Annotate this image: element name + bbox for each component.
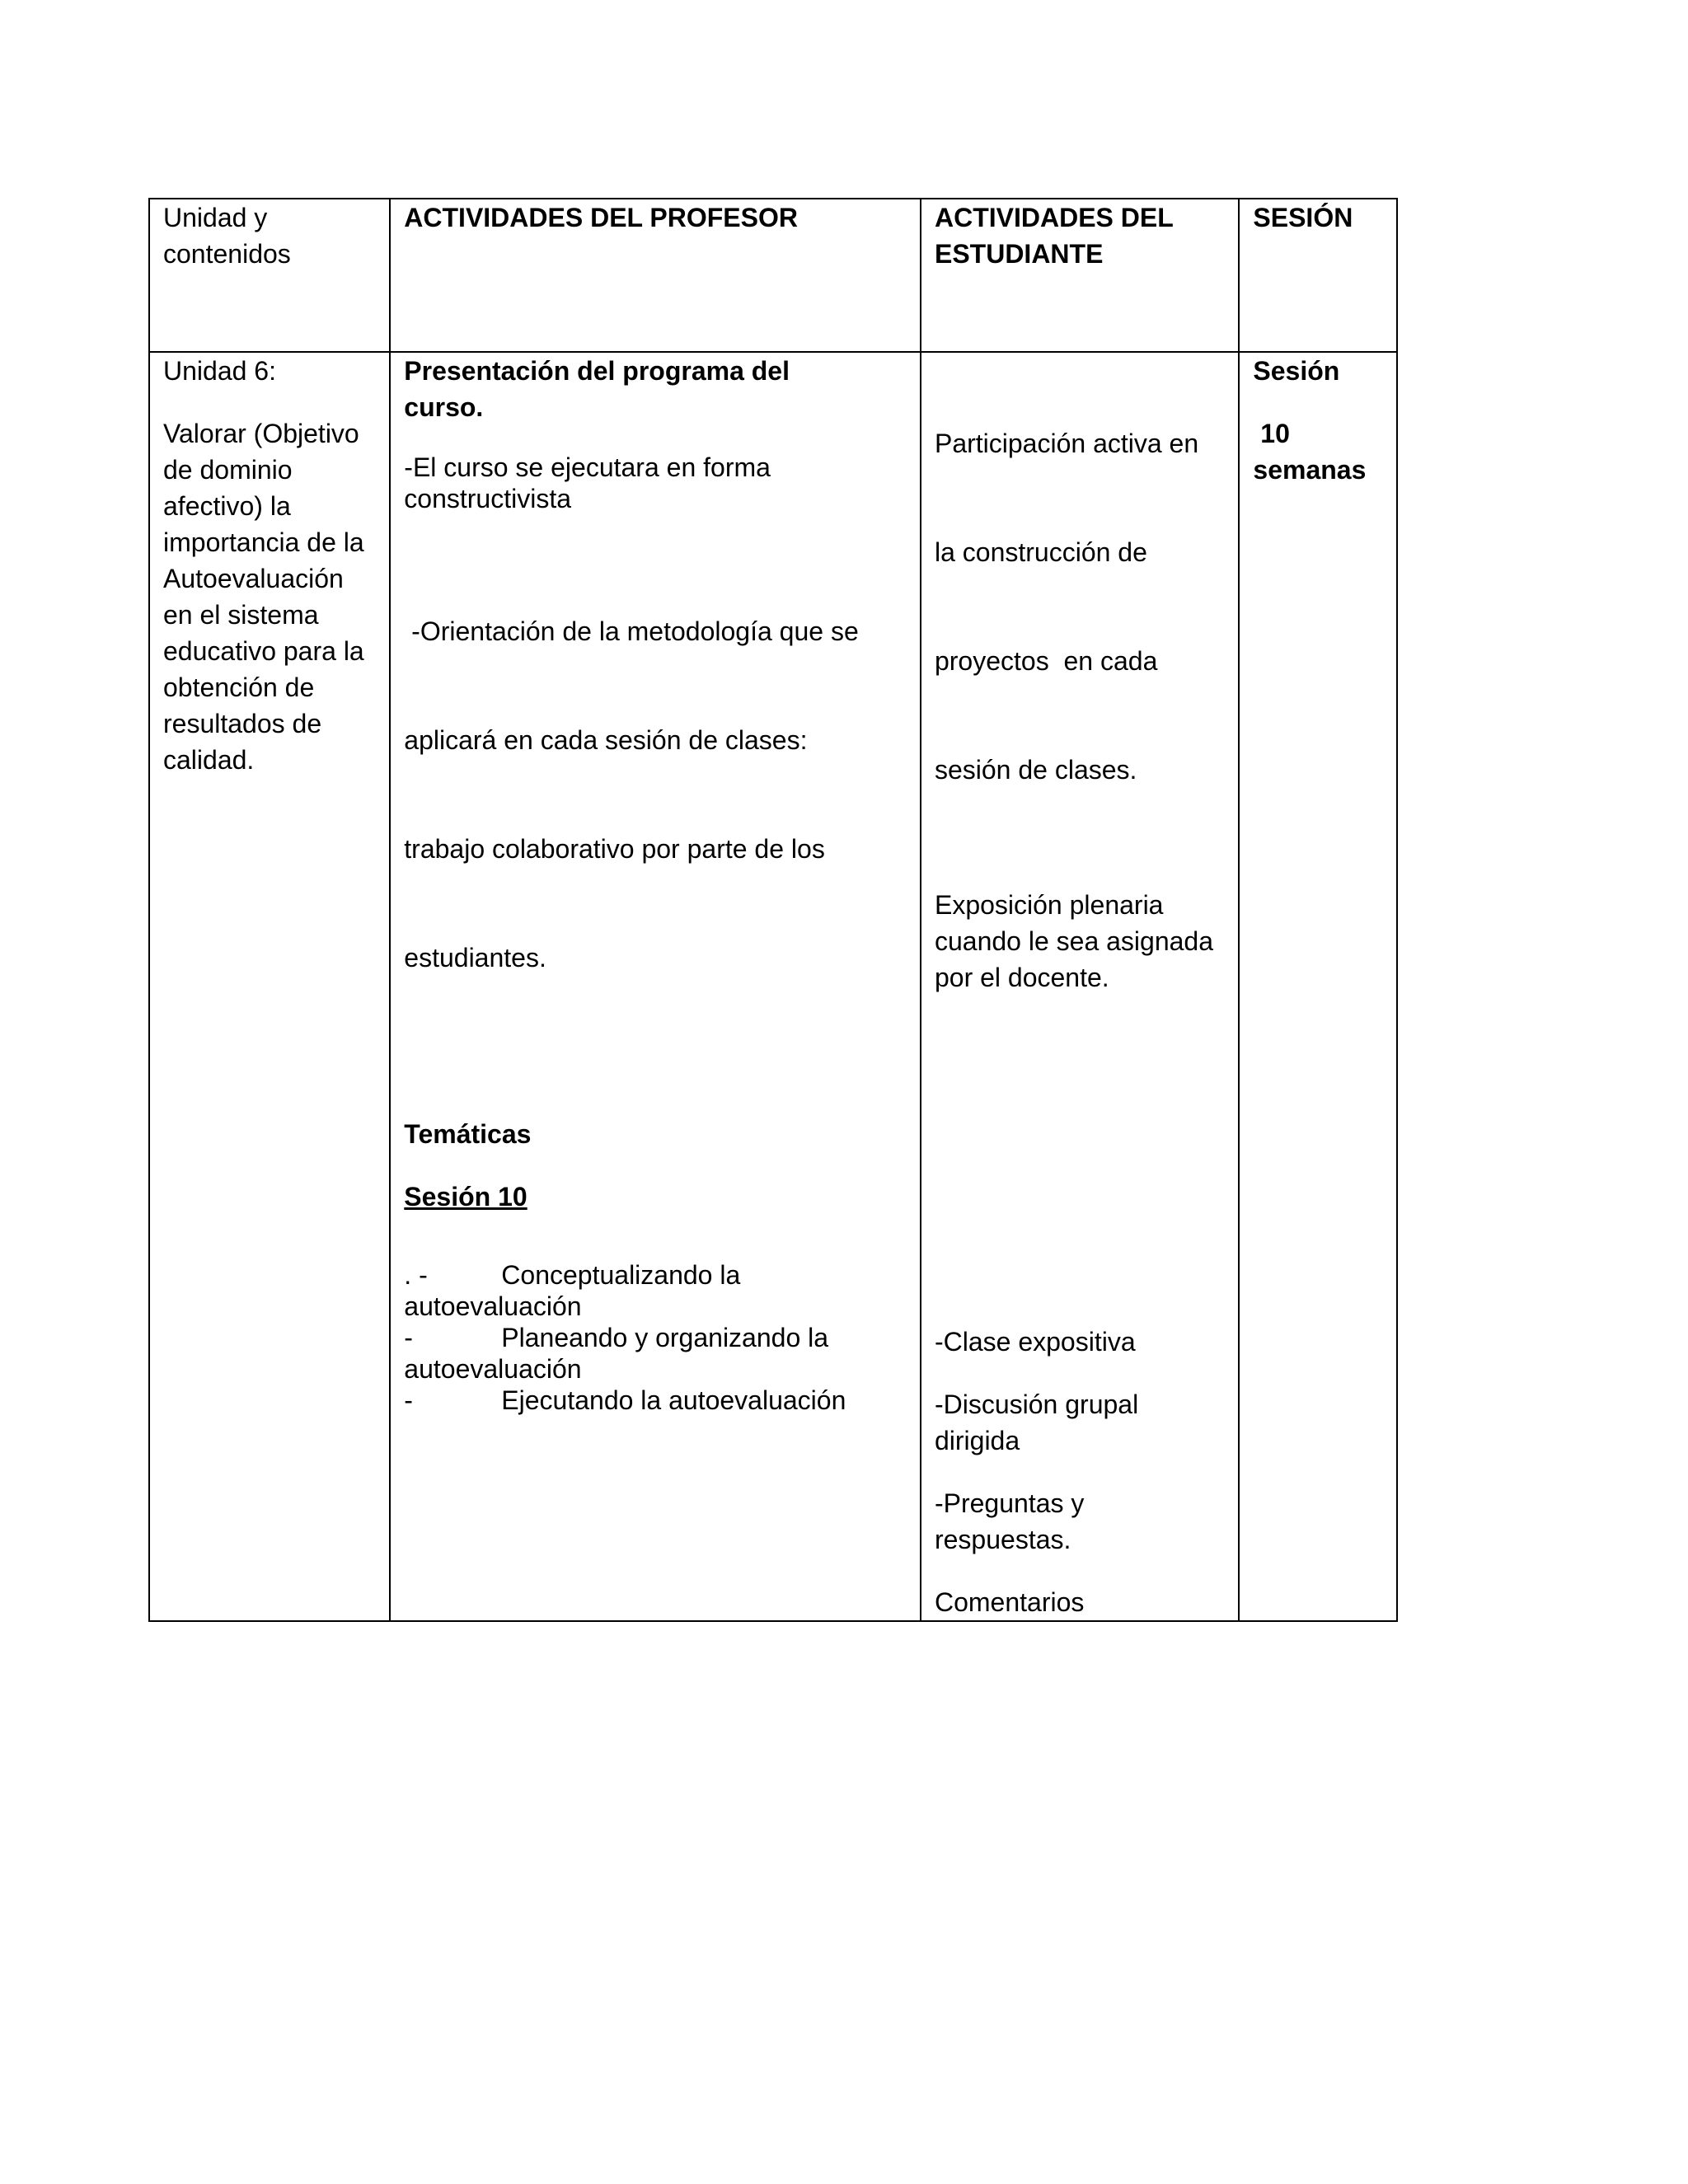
teacher-point-2-line: aplicará en cada sesión de clases: [404, 725, 808, 755]
teacher-point-1-line: constructivista [404, 484, 572, 513]
tematicas-label: Temáticas [404, 1119, 532, 1149]
unit-description [163, 415, 376, 778]
session-10-label: Sesión 10 [404, 1182, 528, 1212]
list-item [404, 1385, 907, 1416]
student-participation [935, 353, 1225, 860]
method-item [935, 1386, 1225, 1459]
method-item-line: -Discusión grupal [934, 1390, 1139, 1419]
unit-title: Unidad 6: [163, 356, 276, 386]
header-session [1239, 199, 1397, 352]
header-unit-line-2: contenidos [163, 239, 291, 269]
student-methods [935, 1324, 1225, 1620]
header-session-label: SESIÓN [1253, 203, 1353, 232]
student-exposition-line: por el docente. [934, 963, 1109, 992]
list-item-text: Ejecutando la autoevaluación [501, 1385, 846, 1415]
list-marker: . - [404, 1260, 428, 1290]
presentation-title-line: Presentación del programa del [404, 356, 790, 386]
method-item-line: respuestas. [934, 1525, 1071, 1554]
unit-desc-line: Autoevaluación [163, 564, 344, 593]
teacher-point-2 [404, 541, 907, 1048]
student-participation-line: proyectos en cada [934, 646, 1158, 676]
teacher-activities-cell [390, 352, 921, 1621]
list-item-text: Conceptualizando la [501, 1260, 741, 1290]
unit-desc-line: educativo para la [163, 636, 364, 666]
unit-desc-line: en el sistema [163, 600, 319, 630]
list-marker: - [404, 1323, 413, 1352]
list-item-text: Planeando y organizando la [501, 1323, 829, 1352]
table-header-row [149, 199, 1397, 352]
session-label: Sesión [1253, 356, 1340, 386]
teacher-point-1 [404, 452, 907, 514]
list-item [404, 1322, 907, 1353]
header-unit-line-1: Unidad y [163, 203, 268, 232]
student-participation-line: la construcción de [934, 537, 1147, 567]
list-item-continuation: autoevaluación [404, 1354, 582, 1384]
list-item-continuation: autoevaluación [404, 1291, 582, 1321]
student-activities-cell [921, 352, 1239, 1621]
unit-desc-line: obtención de [163, 673, 315, 702]
header-unit-contents [149, 199, 390, 352]
method-item: -Clase expositiva [934, 1327, 1136, 1357]
student-exposition-line: Exposición plenaria [934, 890, 1164, 920]
table-body-row [149, 352, 1397, 1621]
method-item-line: -Preguntas y [934, 1488, 1085, 1518]
topics-list [404, 1259, 907, 1416]
session-cell [1239, 352, 1397, 1621]
header-student-line-2: ESTUDIANTE [934, 239, 1104, 269]
session-unit: semanas [1253, 455, 1367, 485]
unit-desc-line: afectivo) la [163, 491, 291, 521]
presentation-title-line: curso. [404, 392, 484, 422]
header-teacher-label: ACTIVIDADES DEL PROFESOR [404, 203, 798, 232]
teacher-point-2-line: trabajo colaborativo por parte de los [404, 834, 825, 864]
teacher-point-2-line: estudiantes. [404, 943, 546, 972]
unit-desc-line: de dominio [163, 455, 293, 485]
header-student-line-1: ACTIVIDADES DEL [934, 203, 1174, 232]
method-item [935, 1485, 1225, 1558]
unit-desc-line: Valorar (Objetivo [163, 419, 359, 448]
unit-desc-line: resultados de [163, 709, 322, 738]
planning-table [148, 198, 1398, 1622]
list-item [404, 1259, 907, 1291]
teacher-point-1-line: -El curso se ejecutara en forma [404, 452, 771, 482]
header-student-activities [921, 199, 1239, 352]
session-number: 10 [1253, 419, 1290, 448]
presentation-title [404, 353, 907, 425]
student-exposition [935, 887, 1225, 996]
list-marker: - [404, 1385, 413, 1415]
unit-desc-line: calidad. [163, 745, 255, 775]
unit-desc-line: importancia de la [163, 527, 364, 557]
student-participation-line: sesión de clases. [934, 755, 1137, 785]
method-item-line: dirigida [934, 1426, 1020, 1455]
student-participation-line: Participación activa en [934, 429, 1199, 458]
method-item: Comentarios [934, 1587, 1085, 1617]
teacher-point-2-line: -Orientación de la metodología que se [404, 616, 859, 646]
header-teacher-activities [390, 199, 921, 352]
unit-cell [149, 352, 390, 1621]
student-exposition-line: cuando le sea asignada [934, 926, 1214, 956]
